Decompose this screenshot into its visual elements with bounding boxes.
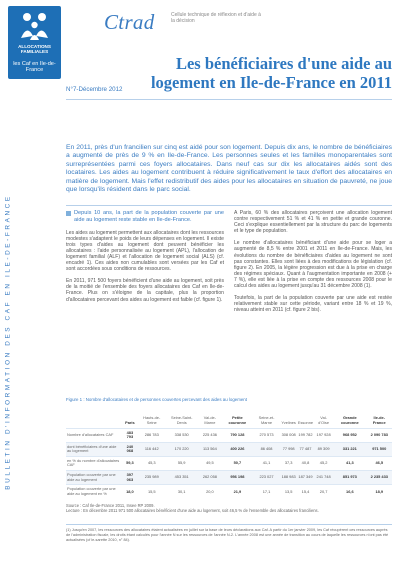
table-cell: 20,7	[314, 485, 333, 499]
table-cell: 18,9	[367, 485, 392, 499]
table-cell: 18,0	[122, 485, 138, 499]
table-header-row	[66, 406, 392, 428]
column-header: Seine-et-Marne	[258, 415, 275, 425]
table-cell: 77 998	[280, 442, 297, 456]
family-icon	[18, 10, 51, 42]
table-cell: 20,0	[198, 485, 222, 499]
table-cell: 113 564	[198, 442, 222, 456]
caf-logo	[8, 6, 61, 79]
table-cell: 49,5	[198, 456, 222, 470]
highlight-box	[66, 210, 224, 224]
table-cell: 15,4	[297, 485, 314, 499]
table-cell: 86 408	[253, 442, 281, 456]
row-label: Nombre d'allocataires CAF	[66, 428, 122, 442]
table-cell: 197 928	[314, 428, 333, 442]
table-cell: 338 530	[166, 428, 198, 442]
table-cell: 15,5	[138, 485, 166, 499]
table-cell: 262 058	[198, 471, 222, 485]
table-cell: 55,9	[166, 456, 198, 470]
column-header: Ile-de-France	[372, 415, 386, 425]
figure-table	[66, 406, 392, 498]
column-header: Val-de-Marne	[203, 415, 216, 425]
table-cell: 41,1	[253, 456, 281, 470]
row-label: dont bénéficiaires d'une aide au logement	[66, 442, 122, 456]
table-cell: 2 090 783	[367, 428, 392, 442]
table-cell: 956 198	[222, 471, 253, 485]
footnote: (1) Jusqu'en 2007, les ressources des allocataires étaient actualisées en juillet sur la base de leurs déclarations aux Caf. A partir du 1er janvier 2009, les Caf récupèrent ces ressources auprès de l'administration fiscale, les droits étant calculés pour l'année N sur les ressources de l'année N-2. L'année 2008 est une année de transition au cours de laquelle les ressources n'ont pas été actualisées (cf le-sarette 2010, n° 84).	[66, 528, 389, 542]
row-label: Population couverte par une aide au logement en %	[66, 485, 122, 499]
table-cell: 37,3	[280, 456, 297, 470]
table-cell: 331 221	[333, 442, 366, 456]
table-cell: 17,1	[253, 485, 281, 499]
row-label: en % du nombre d'allocataires CAF	[66, 456, 122, 470]
column-header: Val-d'Oise	[318, 415, 330, 425]
table-cell: 50,7	[222, 456, 253, 470]
table-cell: 240 068	[122, 442, 138, 456]
table-row	[66, 442, 392, 456]
table-cell: 30,1	[166, 485, 198, 499]
table-cell: 397 063	[122, 471, 138, 485]
row-label: Population couverte par une aide au logement	[66, 471, 122, 485]
table-cell: 308 008	[280, 428, 297, 442]
table-cell: 187 349	[297, 471, 314, 485]
reading-line: Lecture : En décembre 2011 971 500 allocataires bénéficient d'une aide au logement, soit 46,5 % de l'ensemble des allocataires franciliens.	[66, 508, 319, 514]
header-divider	[66, 99, 392, 100]
table-body	[66, 428, 392, 498]
column-header: Grande couronne	[340, 415, 359, 425]
table-cell: 968 952	[333, 428, 366, 442]
column-header: Paris	[125, 419, 135, 425]
table-cell: 241 748	[314, 471, 333, 485]
footnote-divider	[66, 524, 392, 525]
table-cell: 270 573	[253, 428, 281, 442]
highlight-text: Depuis 10 ans, la part de la population couverte par une aide au logement reste stable en Ile-de-France.	[74, 210, 224, 223]
logo-main-text: les Caf en Ile-de-France	[13, 61, 56, 74]
table-cell: 45,2	[314, 456, 333, 470]
intro-paragraph: En 2011, près d'un francilien sur cinq est aidé pour son logement. Depuis dix ans, le nombre de bénéficiaires a augmenté de près de 9 % en Ile-de-France. Les personnes seules et les familles monoparentales sont surreprésentées parmi ces foyers allocataires. Dans neuf cas sur dix les allocataires aidés sont des locataires. Les aides au logement contribuent à réduire significativement le taux d'effort des allocataires en matière de logement. Mais l'effet redistributif des aides pour les allocataires en situation de pauvreté, ne joue que lorsqu'ils résident dans le parc social.	[66, 144, 392, 194]
publication-name: Ctrad	[104, 10, 155, 34]
column-header: Essonne	[297, 419, 314, 425]
square-bullet-icon	[66, 211, 71, 216]
table-row	[66, 471, 392, 485]
table-cell: 170 220	[166, 442, 198, 456]
paragraph: En 2011, 971 500 foyers bénéficient d'une aide au logement, soit près de la moitié de l'ensemble des foyers allocataires des Caf en Ile-de-France. Plus on s'éloigne de la capitale, plus la proportion d'allocataires percevant des aides au logement est faible (cf. figure 1).	[66, 278, 224, 303]
column-header: Yvelines	[281, 419, 296, 425]
paragraph: Le nombre d'allocataires bénéficiant d'une aide pour se loger a augmenté de 8,5 % entre 2001 et 2011 en Ile-de-France. Mais, les évolutions du nombre de bénéficiaires d'aides au logement ne sont pas constantes. Elles sont liées à des modifications de législation (cf. figure 2). En 2005, la légère progression est due à la prise en charge des régimes spéciaux. Quant à l'augmentation importante en 2008 (+ 7 %), elle est liée à la prise en compte des ressources 2008 pour le calcul des aides au logement jusqu'au 31 décembre 2008 (1).	[234, 240, 392, 290]
table-cell: 483 793	[122, 428, 138, 442]
table-cell: 453 351	[166, 471, 198, 485]
table-cell: 790 128	[222, 428, 253, 442]
figure-source	[66, 503, 392, 513]
table-cell: 188 983	[280, 471, 297, 485]
table-cell: 199 782	[297, 428, 314, 442]
table-cell: 46,5	[367, 456, 392, 470]
table-cell: 89 309	[314, 442, 333, 456]
column-header: Petite couronne	[228, 415, 247, 425]
column-header: Seine-Saint-Denis	[170, 415, 193, 425]
table-cell: 971 500	[367, 442, 392, 456]
table-row	[66, 456, 392, 470]
table-cell: 851 973	[333, 471, 366, 485]
table-cell: 286 783	[138, 428, 166, 442]
table-cell: 41,3	[333, 456, 366, 470]
table-cell: 2 235 433	[367, 471, 392, 485]
page-title: Les bénéficiaires d'une aide au logement en Ile-de-France en 2011	[150, 54, 392, 92]
column-right	[234, 210, 392, 319]
paragraph: Toutefois, la part de la population couverte par une aide est restée relativement stable sur cette période, variant entre 18 % et 19 %, niveau atteint en 2011 (cf. figure 2 bis).	[234, 295, 392, 314]
figure-title: Figure 1 : Nombre d'allocataires et de personnes couvertes percevant des aides au logement	[66, 397, 247, 402]
table-cell: 16,6	[333, 485, 366, 499]
table-cell: 59,3	[122, 456, 138, 470]
logo-org-text: ALLOCATIONS FAMILIALES	[18, 44, 51, 55]
table-cell: 400 226	[222, 442, 253, 456]
side-banner	[2, 128, 14, 556]
table-cell: 21,9	[222, 485, 253, 499]
table-cell: 225 436	[198, 428, 222, 442]
table-cell: 77 487	[297, 442, 314, 456]
table-row	[66, 428, 392, 442]
table-cell: 13,5	[280, 485, 297, 499]
column-header	[66, 406, 122, 428]
intro-divider	[66, 205, 392, 206]
source-line: Source : Caf Ile-de-France 2011, Insee RP 2009.	[66, 503, 155, 508]
column-header: Hauts-de-Seine	[143, 415, 161, 425]
side-banner-text: BULLETIN D'INFORMATION DES CAF EN ILE-DE-FRANCE	[4, 194, 12, 490]
paragraph: A Paris, 60 % des allocataires perçoivent une allocation logement contre respectivement 51 % et 41 % en petite et grande couronne. Ceci s'explique essentiellement par la structure du parc de logements et le type de population.	[234, 210, 392, 235]
table-cell: 235 989	[138, 471, 166, 485]
table-row	[66, 485, 392, 499]
table-cell: 116 442	[138, 442, 166, 456]
table-cell: 40,8	[297, 456, 314, 470]
issue-number: N°7-Décembre 2012	[66, 86, 123, 93]
table-cell: 45,3	[138, 456, 166, 470]
paragraph: Les aides au logement permettent aux allocataires dont les ressources modestes s'adaptent le poids de leurs dépenses en logement. Il existe trois types d'aides au logement dont peuvent bénéficier les allocataires : l'aide personnalisée au logement (APL), l'allocation de logement familial (ALF) et l'allocation de logement social (ALS) (cf. encadré 1). Ces aides non cumulables sont versées par les Caf et sont accordées sous conditions de ressources.	[66, 229, 224, 273]
column-left	[66, 210, 224, 309]
publication-subtitle: Cellule technique de réflexion et d'aide à la décision	[171, 12, 261, 25]
table-cell: 223 027	[253, 471, 281, 485]
